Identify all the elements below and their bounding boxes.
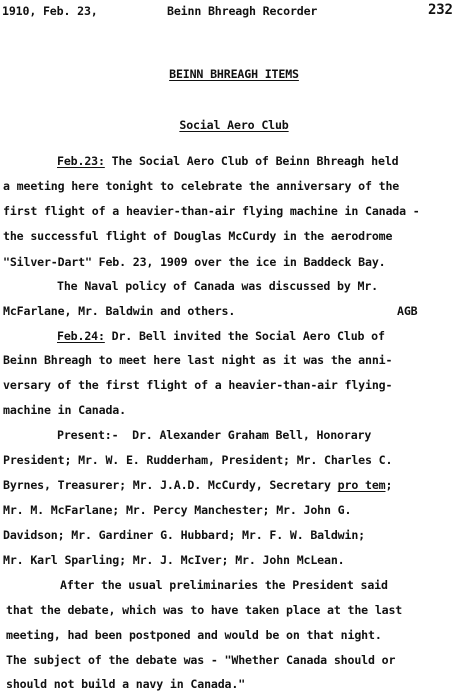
text-line: McFarlane, Mr. Baldwin and others.: [3, 304, 236, 318]
text-line: Beinn Bhreagh to meet here last night as it was the anni-: [3, 353, 393, 367]
entry-date-label: Feb.24:: [57, 329, 105, 343]
text-line: that the debate, which was to have taken place at the last: [6, 603, 403, 617]
entry-paragraph: [57, 154, 399, 168]
header-date: 1910, Feb. 23,: [2, 4, 98, 18]
text-line: the successful flight of Douglas McCurdy in the aerodrome: [3, 229, 393, 243]
text-line: should not build a navy in Canada.": [6, 677, 246, 691]
text-line: Dr. Bell invited the Social Aero Club of: [104, 329, 385, 343]
pro-tem-underlined: pro tem: [337, 478, 386, 492]
text-line: President; Mr. W. E. Rudderham, President; Mr. Charles C.: [3, 453, 393, 467]
section-title: BEINN BHREAGH ITEMS: [169, 67, 299, 81]
header-title: Beinn Bhreagh Recorder: [167, 4, 318, 18]
text-line: Davidson; Mr. Gardiner G. Hubbard; Mr. F. W. Baldwin;: [3, 528, 365, 542]
text-line: first flight of a heavier-than-air flying machine in Canada -: [3, 204, 420, 218]
text-line: The Naval policy of Canada was discussed by Mr.: [57, 279, 379, 293]
entry-date-label: Feb.23:: [57, 154, 105, 168]
text-line: After the usual preliminaries the President said: [60, 578, 388, 592]
page-number: 232: [428, 2, 453, 18]
entry-paragraph: [57, 329, 385, 343]
text-line: machine in Canada.: [3, 403, 126, 417]
text-line: versary of the first flight of a heavier-than-air flying-: [3, 378, 393, 392]
text-line: Mr. M. McFarlane; Mr. Percy Manchester; Mr. John G.: [3, 503, 352, 517]
text-line: Mr. Karl Sparling; Mr. J. McIver; Mr. John McLean.: [3, 553, 345, 567]
text-line: Byrnes, Treasurer; Mr. J.A.D. McCurdy, Secretary pro tem;: [3, 478, 393, 492]
text-line: The Social Aero Club of Beinn Bhreagh held: [104, 154, 399, 168]
text-line: The subject of the debate was - "Whether Canada should or: [6, 653, 396, 667]
signature-initials: AGB: [397, 304, 418, 318]
subsection-title: Social Aero Club: [179, 118, 289, 132]
text-line: "Silver-Dart" Feb. 23, 1909 over the ice in Baddeck Bay.: [3, 255, 386, 269]
text-line: meeting, had been postponed and would be on that night.: [6, 628, 382, 642]
text-line: Present:- Dr. Alexander Graham Bell, Honorary: [57, 428, 372, 442]
text-line: a meeting here tonight to celebrate the anniversary of the: [3, 179, 400, 193]
